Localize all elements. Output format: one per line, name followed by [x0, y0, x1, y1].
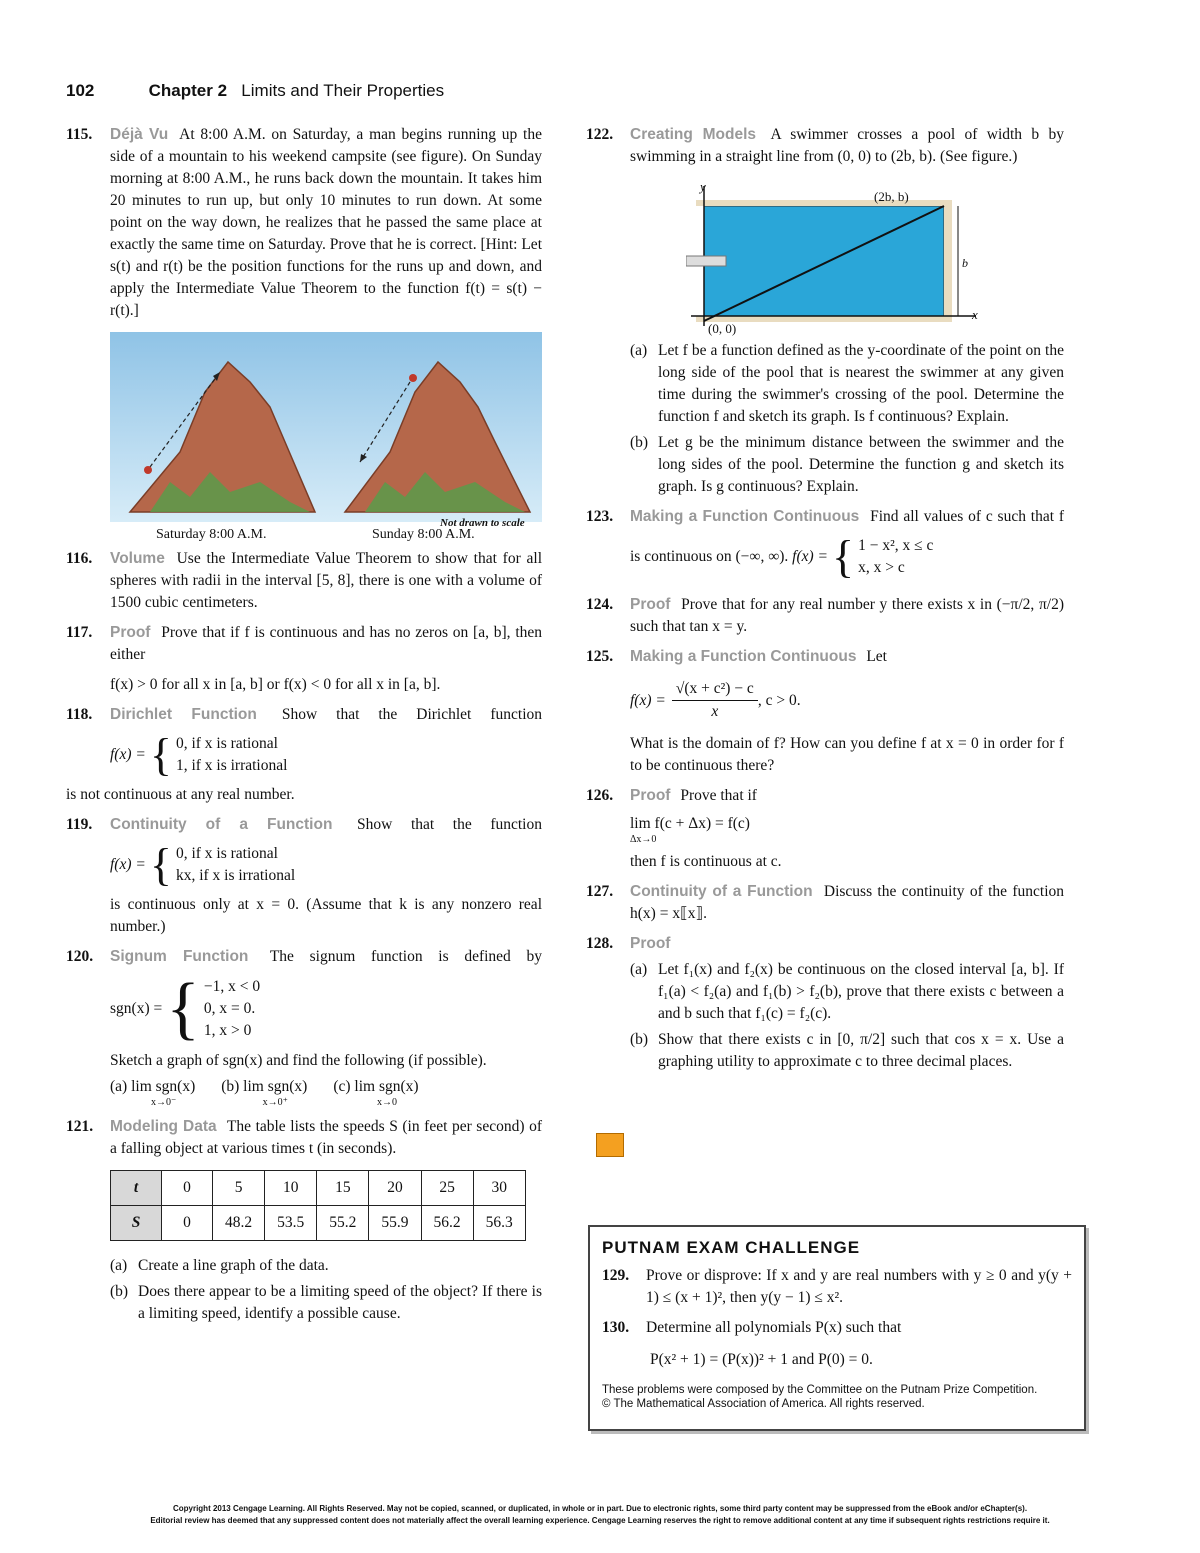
table-cell: 55.2 — [317, 1206, 369, 1241]
mountain-illustration — [110, 332, 542, 522]
problem-text: At 8:00 A.M. on Saturday, a man begins running up the side of a mountain to his weekend campsite (see figure). On Sunday morning at 8:00 A.M., he runs back down the mountain. It takes him 20 minutes to run up, but only 10 minutes to run down. At some point on the way down, he realizes that he passed the same place at exactly the same time on Saturday. Prove that he is correct. [Hint: Let s(t) and r(t) be the position functions for the runs up and down, and apply the Intermediate Value Theorem to the function f(t) = s(t) − r(t).] — [110, 126, 542, 319]
table-cell: 30 — [473, 1171, 525, 1206]
table-cell: 20 — [369, 1171, 421, 1206]
part-b: (b) lim sgn(x) — [221, 1078, 308, 1095]
case-2: 1, if x is irrational — [175, 757, 288, 774]
problem-title: Signum Function — [110, 948, 249, 965]
problem-123 — [586, 506, 1064, 586]
fraction-function — [630, 678, 1064, 723]
page-header — [66, 80, 444, 102]
footer-line-1: Copyright 2013 Cengage Learning. All Rights Reserved. May not be copied, scanned, or duplicated, in whole or in part. Due to electronic rights, some third party content may be suppressed from the eBook and/or eChapter(s). — [172, 1504, 1028, 1513]
problem-title: Creating Models — [630, 126, 757, 143]
right-column — [586, 124, 1064, 1081]
part-c-sub: x→0 — [376, 1097, 397, 1108]
problem-120 — [66, 946, 542, 1108]
credit-line-2: © The Mathematical Association of America. All rights reserved. — [602, 1398, 925, 1410]
problem-title: Continuity of a Function — [110, 816, 333, 833]
piecewise-function — [110, 839, 296, 890]
limit-sub: Δx→0 — [630, 834, 657, 845]
speed-table — [110, 1170, 526, 1241]
problem-title: Proof — [110, 624, 151, 641]
piecewise-function — [110, 729, 288, 780]
problem-text: The signum function is defined by — [269, 948, 542, 965]
table-cell: 25 — [421, 1171, 473, 1206]
pool-figure — [686, 176, 986, 336]
brace: { — [832, 531, 855, 582]
graphing-utility-icon — [596, 1133, 624, 1157]
part-b-text: Show that there exists c in [0, π/2] such that cos x = x. Use a graphing utility to approximate c to three decimal places. — [658, 1031, 1064, 1070]
function-lhs: f(x) = — [110, 856, 146, 873]
putnam-title: PUTNAM EXAM CHALLENGE — [602, 1238, 861, 1257]
problem-text: A swimmer crosses a pool of width b by swimming in a straight line from (0, 0) to (2b, b). (See figure.) — [630, 126, 1064, 165]
formula: P(x² + 1) = (P(x))² + 1 and P(0) = 0. — [650, 1351, 873, 1368]
part-b: (b) Show that there exists c in [0, π/2] such that cos x = x. Use a graphing utility to approximate c to three decimal places. — [630, 1031, 1064, 1070]
problem-text: Prove that for any real number y there exists x in (−π/2, π/2) such that tan x = y. — [630, 596, 1065, 635]
brace: { — [166, 970, 200, 1047]
problem-number: 116. — [66, 550, 93, 567]
problem-title: Proof — [630, 596, 671, 613]
runner-left — [144, 466, 152, 474]
width-label: b — [962, 256, 968, 270]
table-cell: S — [111, 1206, 162, 1241]
problem-text-after: What is the domain of f? How can you define f at x = 0 in order for f to be continuous there? — [630, 735, 1064, 774]
copyright-footer — [120, 1503, 1080, 1527]
part-b-sub: x→0⁺ — [262, 1097, 288, 1108]
problem-number: 118. — [66, 706, 93, 723]
problem-text-after: Sketch a graph of sgn(x) and find the following (if possible). — [110, 1052, 487, 1069]
condition: , c > 0. — [757, 691, 801, 709]
denominator: x — [711, 703, 719, 720]
part-a-text: Create a line graph of the data. — [138, 1257, 329, 1274]
part-a: (a) lim sgn(x) — [110, 1078, 196, 1095]
mountain-figure — [110, 332, 542, 542]
part-b: (b) Does there appear to be a limiting speed of the object? If there is a limiting speed, identify a possible cause. — [110, 1283, 542, 1322]
problem-number: 120. — [66, 948, 94, 965]
problem-128 — [586, 933, 1064, 1073]
problem-text: Show that the function — [357, 816, 542, 833]
case-1: 0, if x is rational — [175, 845, 278, 862]
problem-number: 122. — [586, 126, 614, 143]
table-cell: 15 — [317, 1171, 369, 1206]
case-3: 1, x > 0 — [203, 1022, 252, 1039]
table-cell: 53.5 — [265, 1206, 317, 1241]
problem-title: Modeling Data — [110, 1118, 217, 1135]
problem-text-after: then f is continuous at c. — [630, 853, 782, 870]
problem-121 — [66, 1116, 542, 1160]
part-a: (a) Create a line graph of the data. — [110, 1257, 329, 1274]
problem-number: 117. — [66, 624, 93, 641]
problem-title: Déjà Vu — [110, 126, 169, 143]
problem-number: 119. — [66, 816, 93, 833]
problem-text: Find all values of c such that f is continuous on (−∞, ∞). — [630, 508, 1065, 565]
problem-text: Let — [866, 648, 887, 665]
problem-125 — [586, 646, 1064, 777]
problem-127 — [586, 881, 1064, 925]
problem-text-after: is not continuous at any real number. — [66, 786, 295, 803]
formula: f(x) > 0 for all x in [a, b] or f(x) < 0 for all x in [a, b]. — [110, 676, 441, 693]
x-axis-label: x — [972, 307, 978, 322]
problem-text: Use the Intermediate Value Theorem to show that for all spheres with radii in the interval [5, 8], there is one with a volume of 1500 cubic centimeters. — [110, 550, 542, 611]
table-row-t — [111, 1171, 526, 1206]
part-a-text: Let f₁(x) and f₂(x) be continuous on the closed interval [a, b]. If f₁(a) < f₂(a) and f₁(b) > f₂(b), prove that there exists c between a and b such that f₁(c) = f₂(c). — [658, 961, 1064, 1022]
case-1: 1 − x², x ≤ c — [858, 537, 934, 554]
problem-119 — [66, 814, 542, 938]
table-cell: t — [111, 1171, 162, 1206]
left-column — [66, 124, 542, 1329]
piecewise-function — [110, 970, 261, 1047]
problem-text: The table lists the speeds S (in feet per second) of a falling object at various times t (in seconds). — [110, 1118, 542, 1157]
brace: { — [149, 839, 172, 890]
caption-sunday: Sunday 8:00 A.M. — [372, 527, 475, 542]
limit-parts — [110, 1076, 542, 1108]
problem-text: Prove or disprove: If x and y are real numbers with y ≥ 0 and y(y + 1) ≤ (x + 1)², then y(y − 1) ≤ x². — [646, 1267, 1072, 1306]
part-b-text: Let g be the minimum distance between the swimmer and the long sides of the pool. Determine the function g and sketch its graph. Is g continuous? Explain. — [658, 434, 1064, 495]
not-to-scale-note: Not drawn to scale — [440, 517, 525, 529]
table-cell: 0 — [162, 1171, 213, 1206]
problem-title: Continuity of a Function — [630, 883, 813, 900]
table-cell: 56.3 — [473, 1206, 525, 1241]
table-cell: 5 — [213, 1171, 265, 1206]
table-cell: 56.2 — [421, 1206, 473, 1241]
runner-right — [409, 374, 417, 382]
problem-number: 115. — [66, 126, 93, 143]
case-2: 0, x = 0. — [203, 1000, 256, 1017]
problem-title: Proof — [630, 935, 671, 952]
problem-text: Prove that if — [680, 787, 757, 804]
function-lhs: f(x) = — [630, 691, 666, 709]
part-a-text: Let f be a function defined as the y-coordinate of the point on the long side of the pool that is nearest the swimmer at any given time during the swimmer's crossing of the pool. Determine the function f and sketch its graph. Is f continuous? Explain. — [658, 342, 1064, 425]
function-lhs: f(x) = — [792, 548, 828, 565]
pool-diagram — [686, 176, 986, 336]
case-1: 0, if x is rational — [175, 735, 278, 752]
footer-line-2: Editorial review has deemed that any suppressed content does not materially affect the overall learning experience. Cengage Learning reserves the right to remove additional content at any time if subsequent rights restrictions require it. — [150, 1516, 1050, 1525]
piecewise-function — [792, 531, 934, 582]
part-a: (a) Let f be a function defined as the y-coordinate of the point on the long side of the pool that is nearest the swimmer at any given time during the swimmer's crossing of the pool. Determine the function f and sketch its graph. Is f continuous? Explain. — [630, 342, 1064, 425]
part-b-text: Does there appear to be a limiting speed of the object? If there is a limiting speed, identify a possible cause. — [138, 1283, 542, 1322]
caption-saturday: Saturday 8:00 A.M. — [156, 527, 267, 542]
case-2: x, x > c — [858, 559, 905, 576]
numerator: √(x + c²) − c — [672, 678, 758, 701]
part-b: (b) Let g be the minimum distance between the swimmer and the long sides of the pool. Determine the function g and sketch its graph. Is g continuous? Explain. — [630, 434, 1064, 495]
chapter-label: Chapter 2 — [148, 81, 228, 100]
problem-number: 121. — [66, 1118, 94, 1135]
problem-124 — [586, 594, 1064, 638]
function-lhs: f(x) = — [110, 746, 146, 763]
problem-title: Dirichlet Function — [110, 706, 257, 723]
problem-116 — [66, 548, 542, 614]
credit-line-1: These problems were composed by the Committee on the Putnam Prize Competition. — [602, 1384, 1038, 1396]
problem-130 — [602, 1317, 1072, 1371]
problem-text: Show that the Dirichlet function — [281, 706, 542, 723]
chapter-title: Limits and Their Properties — [241, 81, 445, 100]
table-cell: 0 — [162, 1206, 213, 1241]
table-cell: 10 — [265, 1171, 317, 1206]
problem-title: Proof — [630, 787, 671, 804]
origin-label: (0, 0) — [708, 321, 737, 336]
case-1: −1, x < 0 — [203, 978, 261, 995]
problem-number: 129. — [602, 1267, 630, 1284]
problem-title: Making a Function Continuous — [630, 648, 857, 665]
problem-117 — [66, 622, 542, 696]
problem-number: 128. — [586, 935, 614, 952]
problem-number: 123. — [586, 508, 614, 525]
problem-number: 126. — [586, 787, 614, 804]
problem-122 — [586, 124, 1064, 168]
problem-text-after: is continuous only at x = 0. (Assume that k is any nonzero real number.) — [110, 896, 542, 935]
page-number: 102 — [66, 81, 95, 100]
end-point-label: (2b, b) — [874, 189, 909, 204]
problem-126 — [586, 785, 1064, 873]
problem-text: Determine all polynomials P(x) such that — [646, 1319, 902, 1336]
problem-129 — [602, 1265, 1072, 1309]
problem-text: Prove that if f is continuous and has no zeros on [a, b], then either — [110, 624, 543, 663]
function-lhs: sgn(x) = — [110, 1000, 163, 1017]
table-row-s — [111, 1206, 526, 1241]
part-a: (a) Let f₁(x) and f₂(x) be continuous on the closed interval [a, b]. If f₁(a) < f₂(a) and f₁(b) > f₂(b), prove that there exists c between a and b such that f₁(c) = f₂(c). — [630, 961, 1064, 1022]
part-a-sub: x→0⁻ — [150, 1097, 177, 1108]
y-axis-label: y — [700, 179, 706, 194]
problem-number: 127. — [586, 883, 614, 900]
problem-number: 130. — [602, 1319, 630, 1336]
problem-title: Making a Function Continuous — [630, 508, 860, 525]
problem-text: Discuss the continuity of the function h(x) = x⟦x⟧. — [630, 883, 1064, 922]
problem-115 — [66, 124, 542, 322]
part-c: (c) lim sgn(x) — [333, 1078, 419, 1095]
problem-number: 124. — [586, 596, 614, 613]
problem-title: Volume — [110, 550, 165, 567]
problem-number: 125. — [586, 648, 614, 665]
case-2: kx, if x is irrational — [175, 867, 296, 884]
limit-formula: lim f(c + Δx) = f(c) — [630, 815, 750, 832]
table-cell: 48.2 — [213, 1206, 265, 1241]
table-cell: 55.9 — [369, 1206, 421, 1241]
problem-118 — [66, 704, 542, 806]
brace: { — [149, 729, 172, 780]
putnam-challenge-box — [588, 1225, 1086, 1431]
